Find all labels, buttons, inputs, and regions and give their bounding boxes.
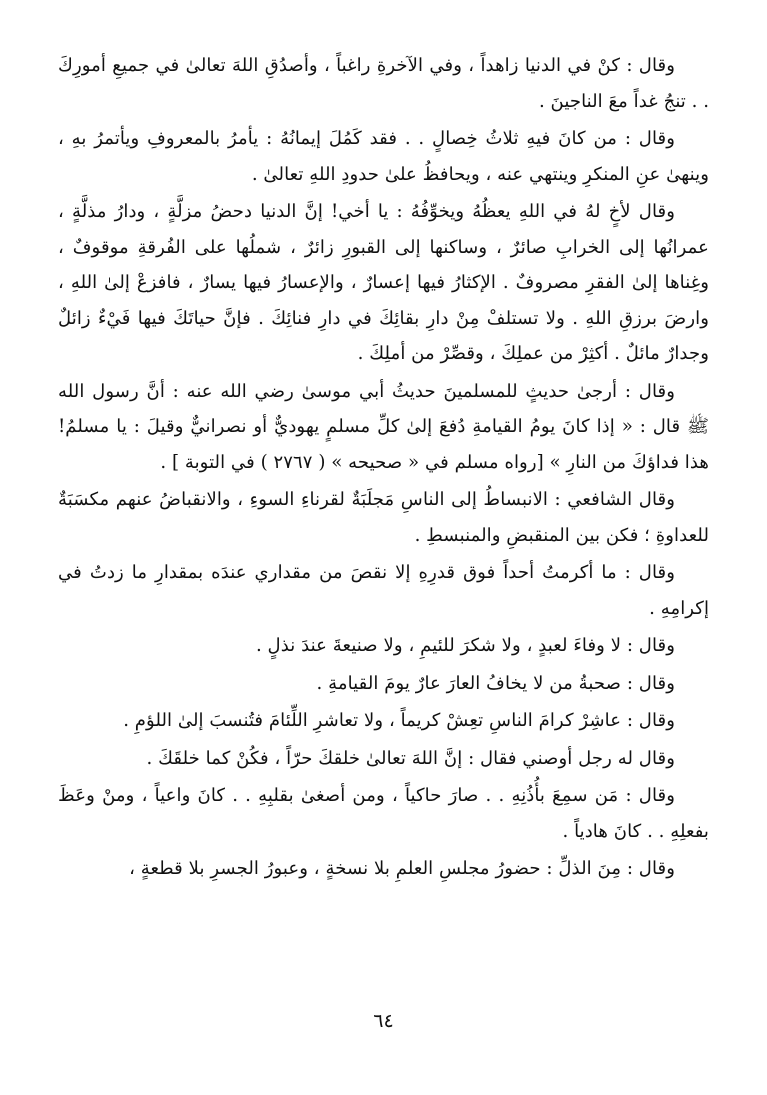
paragraph: وقال : أرجىٰ حديثٍ للمسلمينَ حديثُ أبي موسىٰ رضي الله عنه : أنَّ رسول الله ﷺ قال : « إذا كانَ يومُ القيامةِ دُفعَ إلىٰ كلِّ مسلمٍ يهوديٌّ أو نصرانيٌّ وقيلَ : يا مسلمُ! هذا فداؤكَ من النارِ » [رواه مسلم في « صحيحه » ( ٢٧٦٧ ) في التوبة ] . bbox=[58, 380, 709, 473]
paragraph: وقال الشافعي : الانبساطُ إلى الناسِ مَجلَبَةٌ لقرناءِ السوءِ ، والانقباضُ عنهم مكسَبَةٌ للعداوةِ ؛ فكن بين المنقبضِ والمنبسطِ . bbox=[58, 489, 709, 546]
paragraph: وقال : عاشِرْ كرامَ الناسِ تعِشْ كريماً ، ولا تعاشرِ اللِّئامَ فتُنسبَ إلىٰ اللؤمِ . bbox=[123, 710, 675, 731]
paragraph: وقال لأخٍ لهُ في اللهِ يعظُهُ ويخوِّفُهُ : يا أخي! إنَّ الدنيا دحضُ مزلَّةٍ ، ودارُ مذلَّةٍ ، عمرانُها إلى الخرابِ صائرٌ ، وساكنها إلى القبورِ زائرٌ ، شملُها على الفُرقةِ موقوفٌ ، وغِناها إلىٰ الفقرِ مصروفٌ . الإكثارُ فيها إعسارٌ ، والإعسارُ فيها يسارٌ ، فافزعْ إلىٰ اللهِ ، وارضَ برزقِ اللهِ . ولا تستلفْ مِنْ دارِ بقائِكَ في دارِ فنائِكَ . فإنَّ حياتَكَ فيها فَيْءٌ زائلٌ وجدارٌ مائلٌ . أكثِرْ من عملِكَ ، وقصِّرْ من أملِكَ . bbox=[58, 201, 709, 364]
paragraph: وقال : من كانَ فيهِ ثلاثُ خِصالٍ . . فقد كَمُلَ إيمانُهُ : يأمرُ بالمعروفِ ويأتمرُ بهِ ، وينهىٰ عنِ المنكرِ وينتهي عنه ، ويحافظُ علىٰ حدودِ اللهِ تعالىٰ . bbox=[58, 128, 709, 185]
page-body bbox=[58, 48, 709, 887]
paragraph: وقال : صحبةُ من لا يخافُ العارَ عارٌ يومَ القيامةِ . bbox=[316, 672, 675, 694]
paragraph: وقال : مَن سمِعَ بأُذُنِهِ . . صارَ حاكياً ، ومن أصغىٰ بقلبِهِ . . كانَ واعياً ، ومنْ وعَظَ بفعلِهِ . . كانَ هادياً . bbox=[58, 785, 709, 842]
paragraph: وقال : ما أكرمتُ أحداً فوق قدرِهِ إلا نقصَ من مقداري عندَه بمقدارِ ما زدتُ في إكرامِهِ . bbox=[58, 562, 709, 619]
paragraph: وقال : مِنَ الذلِّ : حضورُ مجلسِ العلمِ بلا نسخةٍ ، وعبورُ الجسرِ بلا قطعةٍ ، bbox=[129, 858, 675, 879]
paragraph: وقال : كنْ في الدنيا زاهداً ، وفي الآخرةِ راغباً ، وأصدُقِ اللهَ تعالىٰ في جميعِ أمورِكَ . . تنجُ غداً معَ الناجينَ . bbox=[58, 55, 709, 112]
page-number: ٦٤ bbox=[373, 1010, 394, 1032]
paragraph: وقال : لا وفاءَ لعبدٍ ، ولا شكرَ للئيمِ ، ولا صنيعةَ عندَ نذلٍ . bbox=[255, 635, 675, 656]
paragraph: وقال له رجل أوصني فقال : إنَّ اللهَ تعالىٰ خلقكَ حرّاً ، فكُنْ كما خلقَكَ . bbox=[146, 747, 675, 769]
